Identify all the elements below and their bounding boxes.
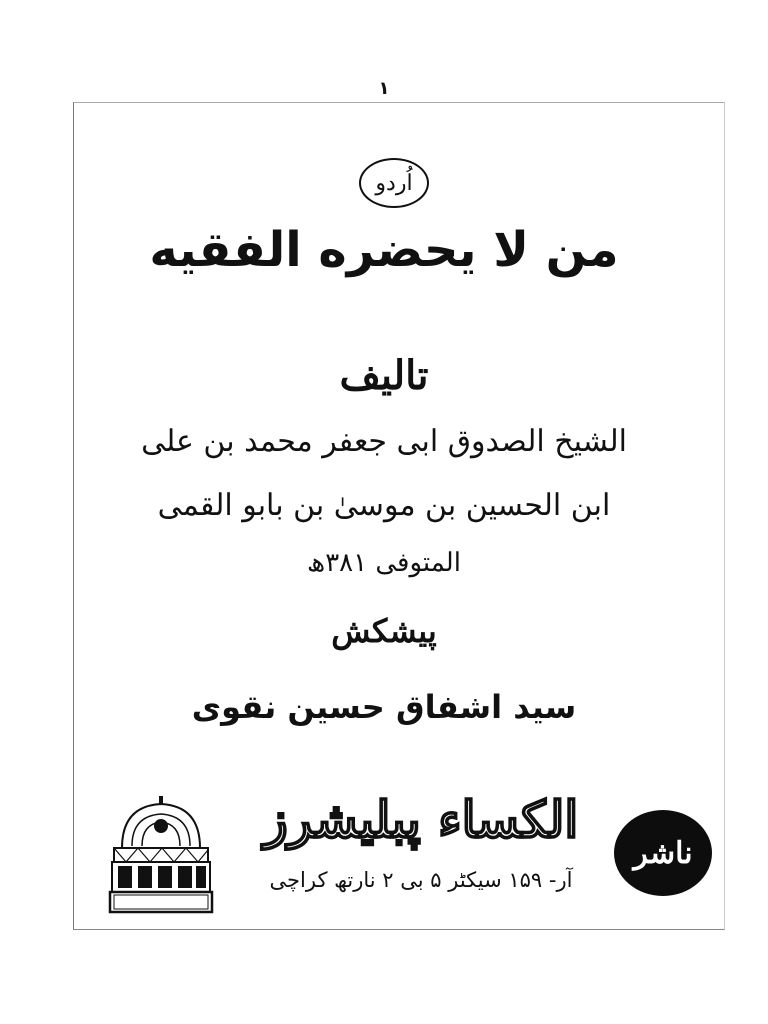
compiled-by-heading: تالیف: [339, 352, 429, 399]
author-line-2: ابن الحسین بن موسیٰ بن بابو القمی: [157, 488, 611, 523]
publisher-badge: ناشر: [614, 810, 712, 896]
publisher-address: آر- ۱۵۹ سیکٹر ۵ بی ۲ نارتھ کراچی: [269, 868, 573, 892]
book-title: من لا يحضره الفقيه: [149, 222, 619, 278]
language-tag: اُردو: [359, 158, 429, 208]
publisher-logo-icon: [106, 796, 216, 914]
author-line-1: الشیخ الصدوق ابی جعفر محمد بن علی: [141, 424, 627, 459]
publisher-name: الکساء پبلیشرز: [263, 790, 579, 849]
presented-by-heading: پیشکش: [331, 612, 437, 650]
presenter-name: سید اشفاق حسین نقوی: [191, 688, 577, 726]
death-year: المتوفی ۳۸۱ھ: [307, 548, 461, 578]
page-number: ١: [378, 78, 390, 99]
